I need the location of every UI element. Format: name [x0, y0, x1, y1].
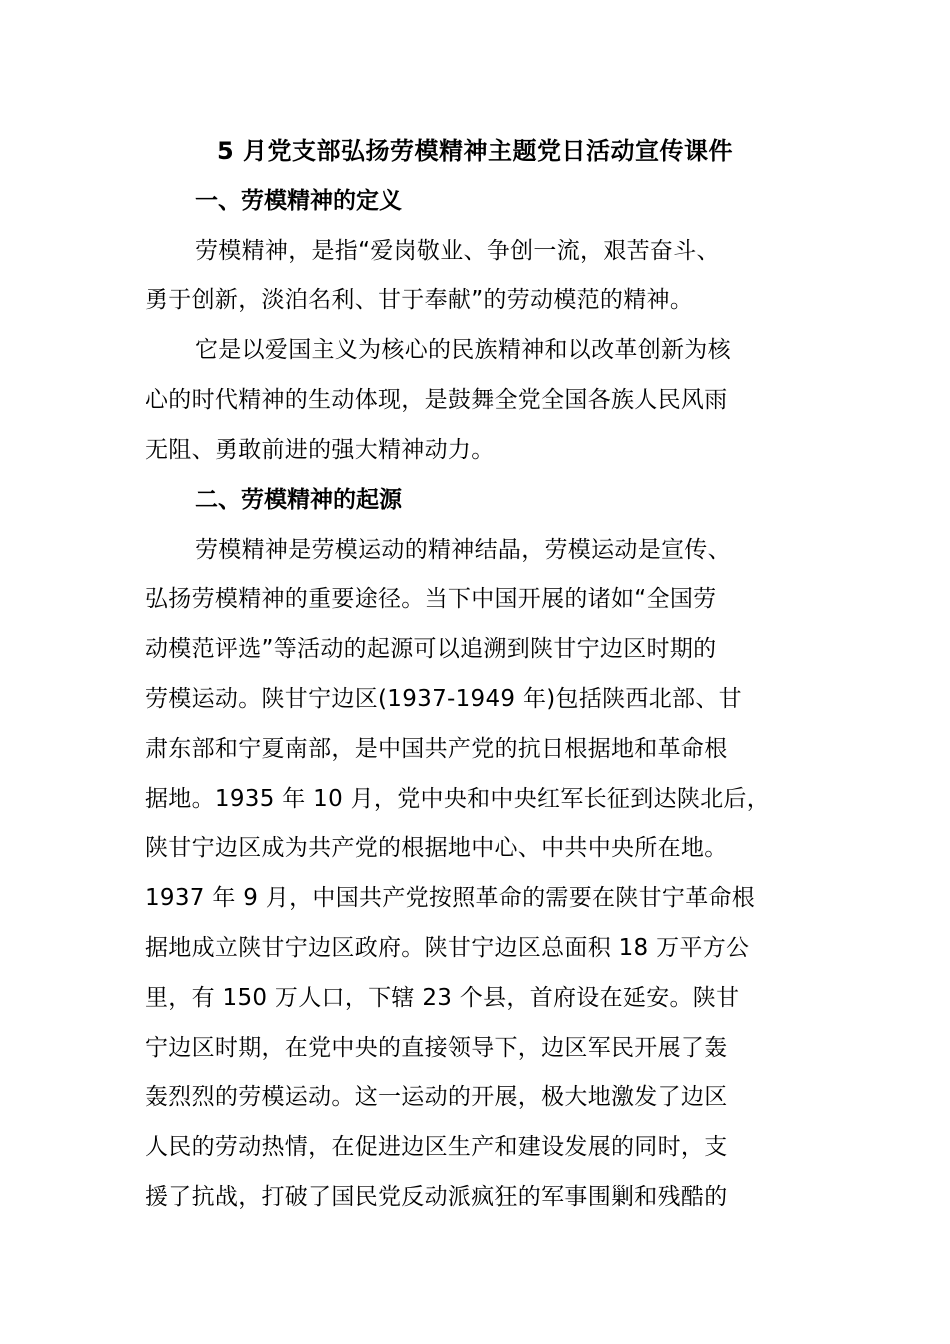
paragraph-line: 据地。1935 年 10 月，党中央和中央红军长征到达陕北后， — [145, 786, 771, 812]
paragraph-line: 肃东部和宁夏南部，是中国共产党的抗日根据地和革命根 — [145, 736, 728, 762]
document-title: 5 月党支部弘扬劳模精神主题党日活动宣传课件 — [216, 137, 734, 165]
paragraph-line: 勇于创新，淡泊名利、甘于奉献”的劳动模范的精神。 — [145, 287, 694, 313]
section-heading-origin: 二、劳模精神的起源 — [195, 487, 402, 513]
paragraph-line: 心的时代精神的生动体现，是鼓舞全党全国各族人民风雨 — [145, 387, 728, 413]
paragraph-line: 1937 年 9 月，中国共产党按照革命的需要在陕甘宁革命根 — [145, 885, 756, 911]
paragraph-line: 劳模精神是劳模运动的精神结晶，劳模运动是宣传、 — [195, 537, 731, 563]
paragraph-line: 劳模精神，是指“爱岗敬业、争创一流，艰苦奋斗、 — [195, 238, 720, 264]
paragraph-line: 据地成立陕甘宁边区政府。陕甘宁边区总面积 18 万平方公 — [145, 935, 750, 961]
paragraph-line: 劳模运动。陕甘宁边区(1937-1949 年)包括陕西北部、甘 — [145, 686, 742, 712]
paragraph-line: 陕甘宁边区成为共产党的根据地中心、中共中央所在地。 — [145, 835, 728, 861]
paragraph-line: 它是以爱国主义为核心的民族精神和以改革创新为核 — [195, 337, 731, 363]
paragraph-line: 宁边区时期，在党中央的直接领导下，边区军民开展了轰 — [145, 1035, 728, 1061]
paragraph-line: 人民的劳动热情，在促进边区生产和建设发展的同时，支 — [145, 1134, 728, 1160]
paragraph-line: 弘扬劳模精神的重要途径。当下中国开展的诸如“全国劳 — [145, 586, 717, 612]
paragraph-line: 里，有 150 万人口，下辖 23 个县，首府设在延安。陕甘 — [145, 985, 740, 1011]
section-heading-definition: 一、劳模精神的定义 — [195, 188, 402, 214]
paragraph-line: 援了抗战，打破了国民党反动派疯狂的军事围剿和残酷的 — [145, 1184, 728, 1210]
paragraph-line: 无阻、勇敢前进的强大精神动力。 — [145, 437, 495, 463]
paragraph-line: 轰烈烈的劳模运动。这一运动的开展，极大地激发了边区 — [145, 1084, 728, 1110]
paragraph-line: 动模范评选”等活动的起源可以追溯到陕甘宁边区时期的 — [145, 636, 717, 662]
